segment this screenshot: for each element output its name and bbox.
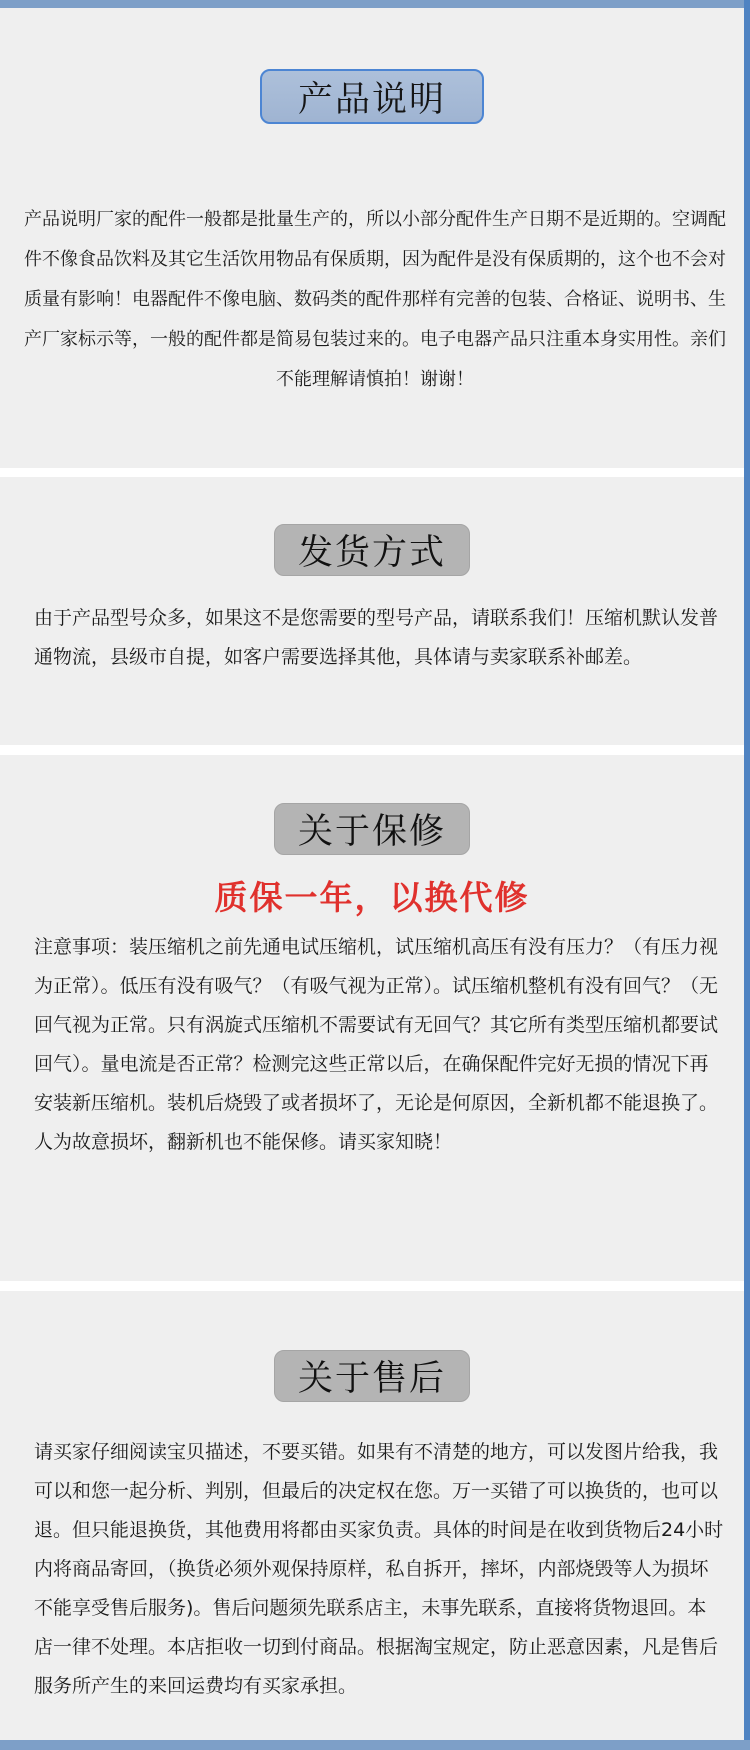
right-border-strip [744, 0, 750, 1750]
shipping-method-section [0, 477, 744, 745]
product-description-section [0, 8, 744, 468]
warranty-notes-text: 注意事项：装压缩机之前先通电试压缩机，试压缩机高压有没有压力？（有压力视为正常）。低压有没有吸气？（有吸气视为正常）。试压缩机整机有没有回气？（无回气视为正常。只有涡旋式压缩机不需要试有无回气？其它所有类型压缩机都要试回气）。量电流是否正常？检测完这些正常以后，在确保配件完好无损的情况下再安装新压缩机。装机后烧毁了或者损坏了，无论是何原因，全新机都不能退换了。人为故意损坏，翻新机也不能保修。请买家知晓！ [34, 936, 719, 1153]
product-description-title: 产品说明 [260, 69, 484, 124]
after-sales-title: 关于售后 [274, 1350, 470, 1402]
product-description-text: 产品说明厂家的配件一般都是批量生产的，所以小部分配件生产日期不是近期的。空调配件不像食品饮料及其它生活饮用物品有保质期，因为配件是没有保质期的，这个也不会对质量有影响！电器配件不像电脑、数码类的配件那样有完善的包装、合格证、说明书、生产厂家标示等，一般的配件都是简易包装过来的。电子电器产品只注重本身实用性。亲们不能理解请慎拍！谢谢！ [24, 209, 726, 390]
top-border-strip [0, 0, 750, 8]
shipping-method-title: 发货方式 [274, 524, 470, 576]
after-sales-section [0, 1291, 744, 1740]
bottom-border-strip [0, 1740, 750, 1750]
after-sales-text: 请买家仔细阅读宝贝描述，不要买错。如果有不清楚的地方，可以发图片给我，我可以和您一起分析、判别，但最后的决定权在您。万一买错了可以换货的，也可以退。但只能退换货，其他费用将都由买家负责。具体的时间是在收到货物后24小时内将商品寄回，（换货必须外观保持原样，私自拆开，摔坏，内部烧毁等人为损坏不能享受售后服务)。售后问题须先联系店主，未事先联系，直接将货物退回。本店一律不处理。本店拒收一切到付商品。根据淘宝规定，防止恶意因素，凡是售后服务所产生的来回运费均有买家承担。 [34, 1441, 724, 1697]
warranty-title: 关于保修 [274, 803, 470, 855]
warranty-section [0, 755, 744, 1281]
warranty-highlight: 质保一年，以换代修 [214, 878, 530, 917]
shipping-method-text: 由于产品型号众多，如果这不是您需要的型号产品，请联系我们！压缩机默认发普通物流，县级市自提，如客户需要选择其他，具体请与卖家联系补邮差。 [34, 607, 719, 668]
